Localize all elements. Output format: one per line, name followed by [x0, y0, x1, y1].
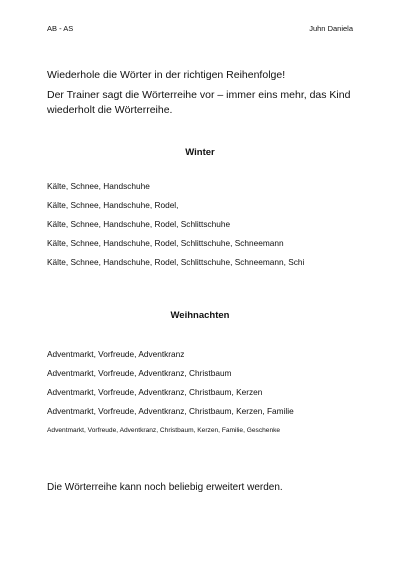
section-title-winter: Winter	[185, 147, 215, 158]
word-row: Kälte, Schnee, Handschuhe	[47, 181, 150, 191]
instructions	[47, 68, 357, 124]
word-list-winter	[47, 177, 367, 272]
section-title-weihnachten: Weihnachten	[170, 310, 230, 321]
word-row: Adventmarkt, Vorfreude, Adventkranz, Christbaum	[47, 368, 232, 378]
word-row: Adventmarkt, Vorfreude, Adventkranz	[47, 349, 185, 359]
word-list-weihnachten	[47, 345, 367, 440]
instruction-line: Wiederhole die Wörter in der richtigen Reihenfolge!	[47, 69, 286, 81]
word-row: Kälte, Schnee, Handschuhe, Rodel, Schlittschuhe, Schneemann	[47, 238, 284, 248]
word-row: Adventmarkt, Vorfreude, Adventkranz, Christbaum, Kerzen, Familie, Geschenke	[47, 427, 281, 434]
word-row: Kälte, Schnee, Handschuhe, Rodel, Schlittschuhe, Schneemann, Schi	[47, 257, 305, 267]
word-row: Kälte, Schnee, Handschuhe, Rodel, Schlittschuhe	[47, 219, 231, 229]
word-row: Kälte, Schnee, Handschuhe, Rodel,	[47, 200, 179, 210]
header-author: Juhn Daniela	[309, 24, 353, 33]
instruction-description: Der Trainer sagt die Wörterreihe vor – immer eins mehr, das Kind wiederholt die Wörterreihe.	[47, 89, 351, 117]
closing-note: Die Wörterreihe kann noch beliebig erweitert werden.	[47, 482, 283, 493]
header-code: AB - AS	[47, 24, 74, 33]
word-row: Adventmarkt, Vorfreude, Adventkranz, Christbaum, Kerzen	[47, 387, 263, 397]
word-row: Adventmarkt, Vorfreude, Adventkranz, Christbaum, Kerzen, Familie	[47, 406, 294, 416]
